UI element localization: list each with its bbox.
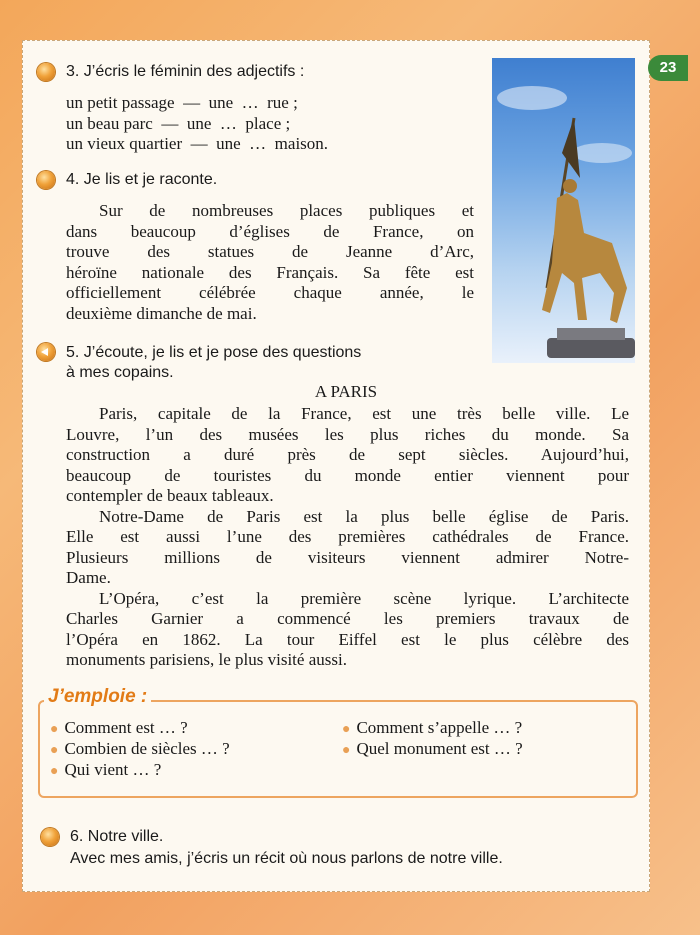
jeanne-darc-statue-image — [492, 58, 635, 363]
jemploie-item-text: Combien de siècles … ? — [64, 739, 230, 758]
exercise-3-lines — [66, 93, 328, 155]
bullet-dot-icon: ● — [50, 722, 59, 737]
text-line: Sur de nombreuses places publiques et — [99, 201, 474, 220]
statue-icon — [492, 58, 635, 363]
exercise-3-line: un petit passage — une … rue ; — [66, 93, 298, 112]
exercise-3-line: un beau parc — une … place ; — [66, 113, 291, 133]
exercise-5-heading — [66, 343, 361, 383]
text-line: l’Opéra en 1862. La tour Eiffel est le plus célèbre des — [66, 629, 629, 649]
exercise-4-paragraph — [66, 201, 474, 324]
jemploie-item — [50, 739, 230, 759]
bullet-dot-icon: ● — [50, 764, 59, 779]
audio-play-icon[interactable] — [37, 343, 55, 361]
text-line: dans beaucoup d’églises de France, on — [66, 221, 474, 241]
exercise-4-heading: 4. Je lis et je raconte. — [66, 171, 218, 188]
exercise-3-heading: 3. J’écris le féminin des adjectifs : — [66, 63, 305, 80]
text-line: Louvre, l’un des musées les plus riches du monde. Sa — [66, 424, 629, 444]
text-line: Paris, capitale de la France, est une très belle ville. Le — [99, 404, 629, 423]
text-line: monuments parisiens, le plus visité aussi. — [66, 650, 347, 669]
exercise-6-heading: 6. Notre ville. — [70, 828, 164, 845]
exercise-bullet-icon — [37, 63, 55, 81]
text-line: contempler de beaux tableaux. — [66, 486, 274, 505]
jemploie-title: J’emploie : — [44, 686, 151, 708]
exercise-3-line: un vieux quartier — une … maison. — [66, 134, 329, 153]
text-line: officiellement célébrée chaque année, le — [66, 283, 474, 302]
jemploie-item-text: Qui vient … ? — [64, 760, 162, 779]
exercise-5-heading-line: 5. J’écoute, je lis et je pose des questions — [66, 344, 362, 361]
bullet-dot-icon: ● — [342, 743, 351, 758]
jemploie-item — [342, 718, 522, 738]
text-line: Elle est aussi l’une des premières cathédrales de France. — [66, 527, 629, 546]
page-number: 23 — [648, 55, 688, 81]
exercise-bullet-icon — [41, 828, 59, 846]
jemploie-item — [50, 760, 161, 780]
jemploie-item-text: Comment s’appelle … ? — [356, 718, 523, 737]
text-line: trouve des statues de Jeanne d’Arc, — [66, 242, 474, 261]
jemploie-item-text: Comment est … ? — [64, 718, 188, 737]
jemploie-item — [342, 739, 523, 759]
text-line: Plusieurs millions de visiteurs viennent admirer Notre- — [66, 547, 629, 567]
text-line: Notre-Dame de Paris est la plus belle église de Paris. — [99, 506, 629, 526]
text-line: deuxième dimanche de mai. — [66, 303, 257, 323]
exercise-5-reading — [66, 404, 629, 671]
text-line: Dame. — [66, 568, 111, 587]
jemploie-item-text: Quel monument est … ? — [356, 739, 523, 758]
jemploie-item — [50, 718, 188, 738]
exercise-6-text: Avec mes amis, j’écris un récit où nous parlons de notre ville. — [70, 850, 503, 867]
text-line: héroïne nationale des Français. Sa fête est — [66, 262, 474, 282]
reading-title: A PARIS — [314, 382, 378, 401]
text-line: L’Opéra, c’est la première scène lyrique. L’architecte — [99, 588, 629, 608]
text-line: construction a duré près de sept siècles. Aujourd’hui, — [66, 445, 629, 464]
exercise-bullet-icon — [37, 171, 55, 189]
bullet-dot-icon: ● — [50, 743, 59, 758]
text-line: Charles Garnier a commencé les premiers travaux de — [66, 609, 629, 628]
text-line: beaucoup de touristes du monde entier viennent pour — [66, 465, 629, 485]
exercise-5-heading-line: à mes copains. — [66, 364, 174, 381]
bullet-dot-icon: ● — [342, 722, 351, 737]
